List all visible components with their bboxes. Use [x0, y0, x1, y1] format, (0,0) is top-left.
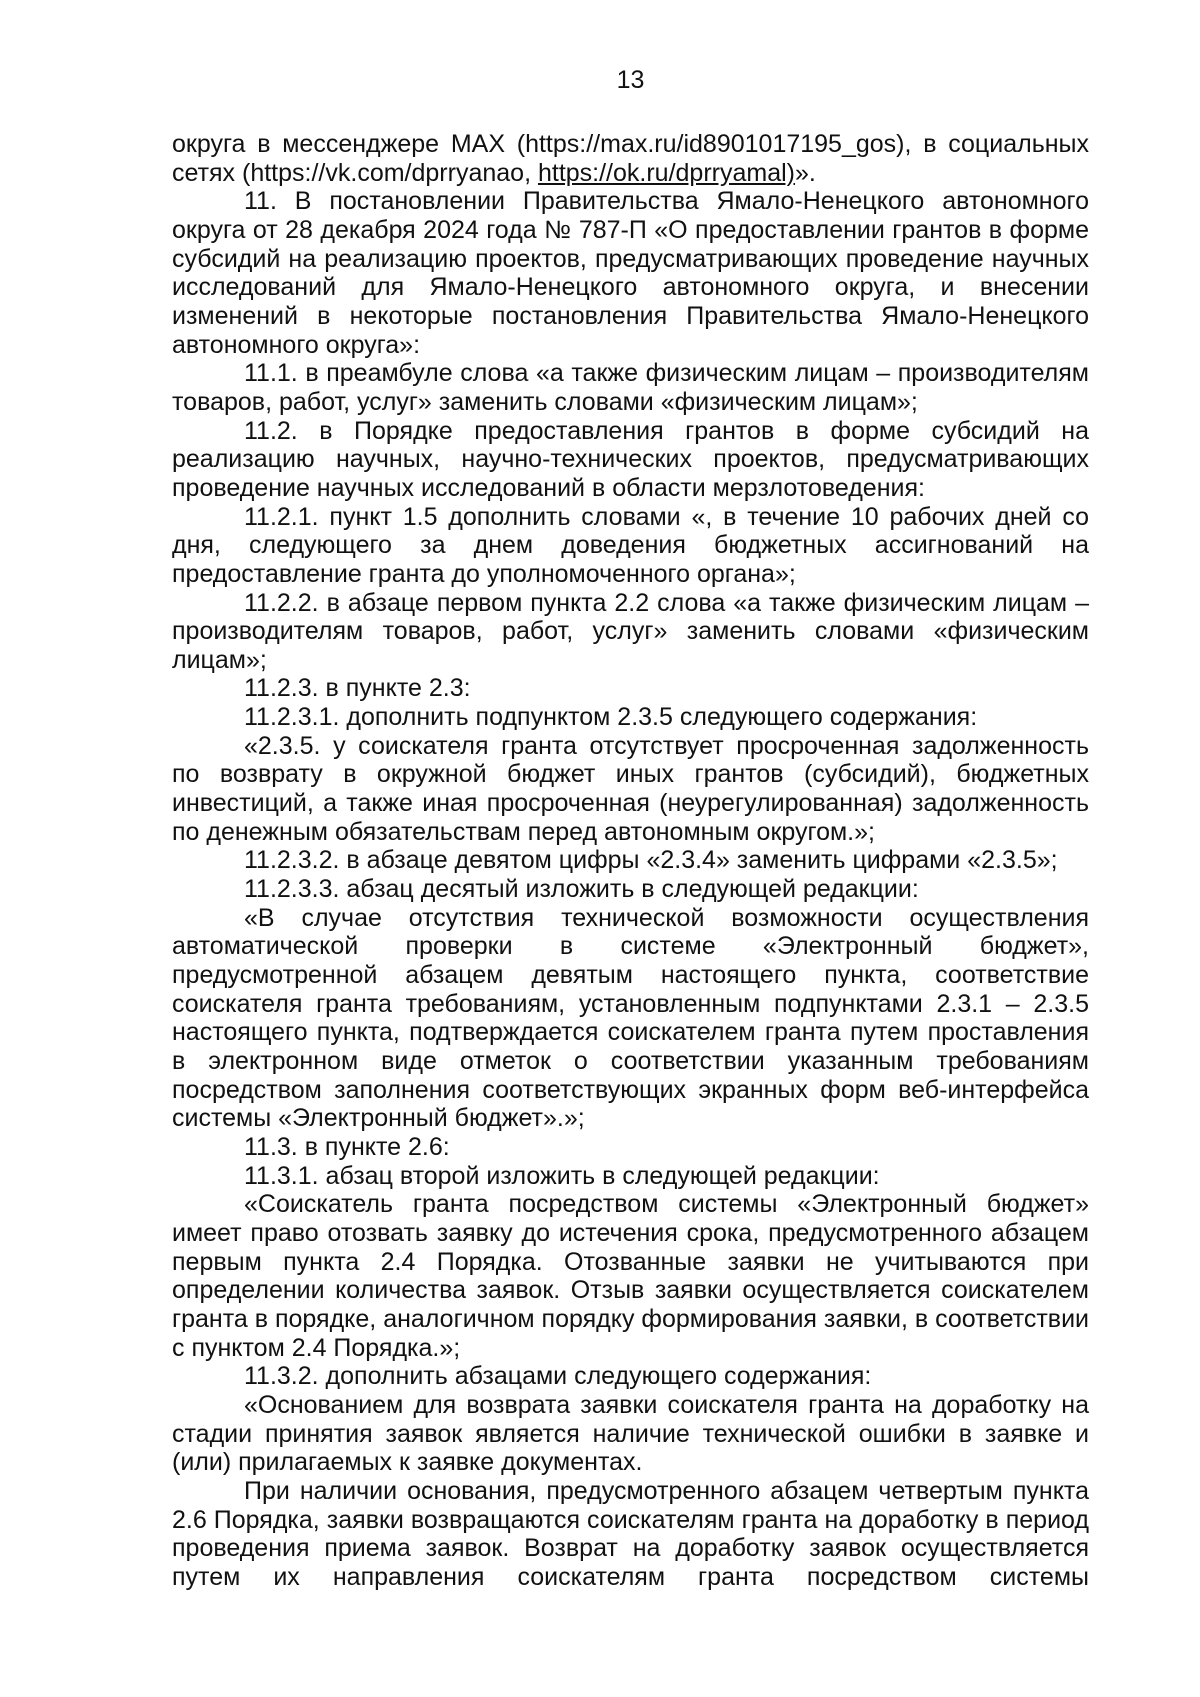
- paragraph-0-text: округа в мессенджере МАХ (https://max.ru/id8901017195_gos), в социальных сетях (https://vk.com/dprryanao,: [172, 130, 1089, 187]
- paragraph-item-11-2-3-1: 11.2.3.1. дополнить подпунктом 2.3.5 следующего содержания:: [244, 703, 978, 732]
- paragraph-quote-return-basis: «Основанием для возврата заявки соискателя гранта на доработку на стадии принятия заявок является наличие технической ошибки в заявке и (или) прилагаемых к заявке документах.: [172, 1390, 1089, 1477]
- paragraph-item-11-2-3-3: 11.2.3.3. абзац десятый изложить в следующей редакции:: [244, 875, 919, 904]
- paragraph-item-11-2-3-2: 11.2.3.2. в абзаце девятом цифры «2.3.4» заменить цифрами «2.3.5»;: [244, 846, 1058, 875]
- paragraph-0-tail: ».: [795, 158, 816, 187]
- paragraph-item-11-2-1: 11.2.1. пункт 1.5 дополнить словами «, в течение 10 рабочих дней со дня, следующего за днем доведения бюджетных ассигнований на предоставление гранта до уполномоченного органа»;: [172, 502, 1089, 588]
- paragraph-quote-electronic-budget: «В случае отсутствия технической возможности осуществления автоматической проверки в системе «Электронный бюджет», предусмотренной абзацем девятым настоящего пункта, соответствие соискателя гранта требованиям, установленным подпунктами 2.3.1 – 2.3.5 настоящего пункта, подтверждается соискателем гранта путем проставления в электронном виде отметок о соответствии указанным требованиям посредством заполнения соответствующих экранных форм веб-интерфейса системы «Электронный бюджет».»;: [172, 903, 1089, 1133]
- paragraph-quote-applicant-withdraw: «Соискатель гранта посредством системы «Электронный бюджет» имеет право отозвать заявку до истечения срока, предусмотренного абзацем первым пункта 2.4 Порядка. Отозванные заявки не учитываются при определении количества заявок. Отзыв заявки осуществляется соискателем гранта в порядке, аналогичном порядку формирования заявки, в соответствии с пунктом 2.4 Порядка.»;: [172, 1190, 1089, 1362]
- paragraph-0-continuation: [172, 130, 1089, 187]
- page-number: 13: [616, 66, 645, 94]
- paragraph-item-11-3: 11.3. в пункте 2.6:: [244, 1132, 450, 1161]
- paragraph-item-11: 11. В постановлении Правительства Ямало-Ненецкого автономного округа от 28 декабря 2024 года № 787-П «О предоставлении грантов в форме субсидий на реализацию проектов, предусматривающих проведение научных исследований для Ямало-Ненецкого автономного округа, и внесении изменений в некоторые постановления Правительства Ямало-Ненецкого автономного округа»:: [172, 187, 1089, 359]
- paragraph-item-11-2: 11.2. в Порядке предоставления грантов в форме субсидий на реализацию научных, научно-технических проектов, предусматривающих проведение научных исследований в области мерзлотоведения:: [172, 416, 1089, 502]
- paragraph-item-11-3-1: 11.3.1. абзац второй изложить в следующей редакции:: [244, 1161, 880, 1190]
- paragraph-item-11-3-2: 11.3.2. дополнить абзацами следующего содержания:: [244, 1362, 872, 1391]
- paragraph-item-11-1: 11.1. в преамбуле слова «а также физическим лицам – производителям товаров, работ, услуг» заменить словами «физическим лицам»;: [172, 359, 1089, 416]
- paragraph-item-11-2-3: 11.2.3. в пункте 2.3:: [244, 674, 471, 703]
- ok-ru-link[interactable]: https://ok.ru/dprryamal): [537, 158, 795, 187]
- paragraph-item-11-2-2: 11.2.2. в абзаце первом пункта 2.2 слова «а также физическим лицам – производителям товаров, работ, услуг» заменить словами «физическим лицам»;: [172, 588, 1089, 674]
- paragraph-quote-return-procedure: При наличии основания, предусмотренного абзацем четвертым пункта 2.6 Порядка, заявки возвращаются соискателям гранта на доработку в период проведения приема заявок. Возврат на доработку заявок осуществляется путем их направления соискателям гранта посредством системы: [172, 1476, 1089, 1591]
- paragraph-quote-2-3-5: «2.3.5. у соискателя гранта отсутствует просроченная задолженность по возврату в окружной бюджет иных грантов (субсидий), бюджетных инвестиций, а также иная просроченная (неурегулированная) задолженность по денежным обязательствам перед автономным округом.»;: [172, 731, 1089, 846]
